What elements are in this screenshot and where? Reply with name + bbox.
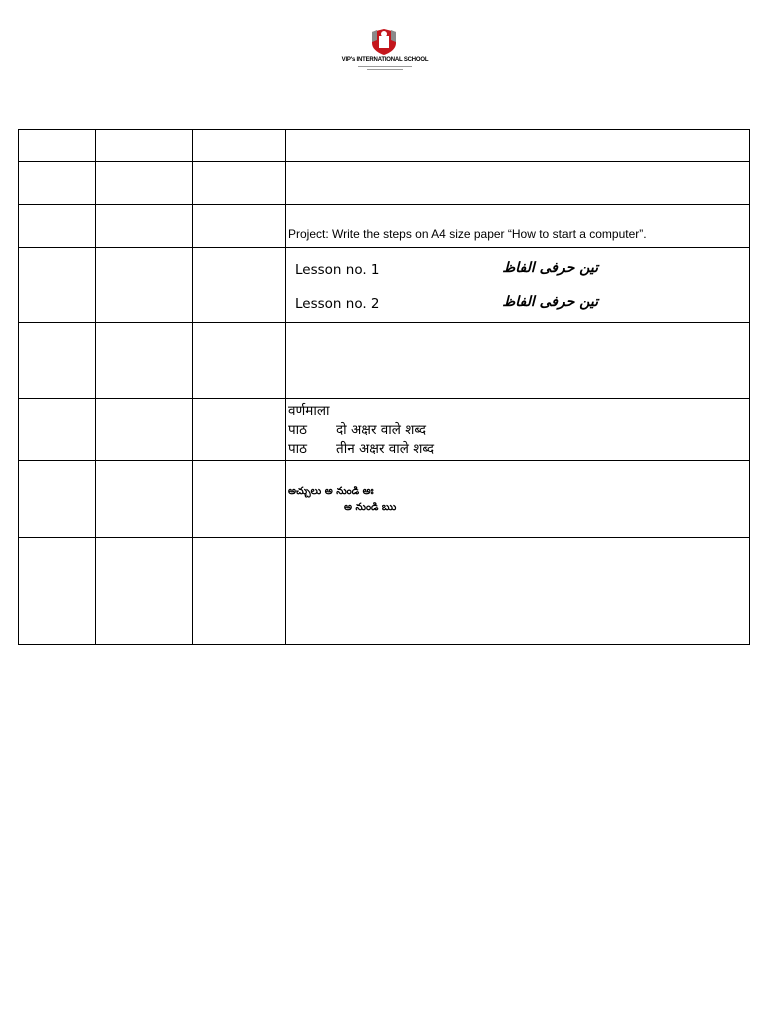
- table-cell: [193, 248, 286, 323]
- hindi-lesson-title: दो अक्षर वाले शब्द: [336, 422, 427, 438]
- urdu-lesson-2-label: Lesson no. 2: [295, 296, 380, 312]
- table-cell: [193, 162, 286, 205]
- table-cell: [96, 205, 193, 248]
- lesson-plan-table: [18, 129, 750, 645]
- school-emblem-icon: [369, 28, 399, 56]
- table-cell: [193, 130, 286, 162]
- table-cell: [286, 538, 750, 645]
- table-cell: [193, 205, 286, 248]
- table-cell: [286, 399, 750, 461]
- table-cell: [286, 461, 750, 538]
- urdu-lesson-1-label: Lesson no. 1: [295, 262, 380, 278]
- table-cell: [193, 538, 286, 645]
- table-cell: [19, 130, 96, 162]
- table-cell: [286, 130, 750, 162]
- table-cell: [96, 538, 193, 645]
- table-cell: [286, 248, 750, 323]
- table-cell: [286, 323, 750, 399]
- table-row: [19, 323, 750, 399]
- hindi-alphabet-line: वर्णमाला: [288, 403, 330, 419]
- table-cell: [96, 130, 193, 162]
- table-cell: [193, 399, 286, 461]
- hindi-lesson-title: तीन अक्षर वाले शब्द: [336, 441, 435, 457]
- table-row: [19, 205, 750, 248]
- table-cell: [19, 205, 96, 248]
- table-cell: [19, 323, 96, 399]
- hindi-lesson-line: [288, 420, 427, 438]
- table-row: [19, 248, 750, 323]
- table-row: [19, 399, 750, 461]
- table-row: [19, 130, 750, 162]
- table-cell: [96, 461, 193, 538]
- table-row: [19, 461, 750, 538]
- telugu-vowels-line: అ నుండి ఋ: [344, 502, 397, 513]
- table-cell: [96, 399, 193, 461]
- table-cell: [19, 162, 96, 205]
- table-cell: [19, 538, 96, 645]
- table-cell: [286, 205, 750, 248]
- telugu-vowels-line: అచ్చులు అ నుండి అః: [288, 486, 374, 497]
- table-cell: [19, 248, 96, 323]
- table-cell: [19, 399, 96, 461]
- table-row: [19, 162, 750, 205]
- computer-project-text: Project: Write the steps on A4 size paper “How to start a computer”.: [288, 227, 647, 241]
- logo-divider: [358, 66, 412, 67]
- urdu-lesson-2-text: تین حرفی الفاظ: [502, 294, 598, 310]
- table-cell: [19, 461, 96, 538]
- hindi-lesson-word: पाठ: [288, 422, 308, 438]
- table-cell: [96, 323, 193, 399]
- urdu-lesson-1-text: تین حرفی الفاظ: [502, 260, 598, 276]
- table-cell: [286, 162, 750, 205]
- table-row: [19, 538, 750, 645]
- table-cell: [193, 323, 286, 399]
- logo-divider: [367, 69, 403, 70]
- table-cell: [96, 162, 193, 205]
- school-logo: [340, 28, 430, 72]
- table-cell: [193, 461, 286, 538]
- school-name: VIP's INTERNATIONAL SCHOOL: [341, 57, 429, 63]
- hindi-lesson-word: पाठ: [288, 441, 308, 457]
- hindi-lesson-line: [288, 439, 435, 457]
- table-cell: [96, 248, 193, 323]
